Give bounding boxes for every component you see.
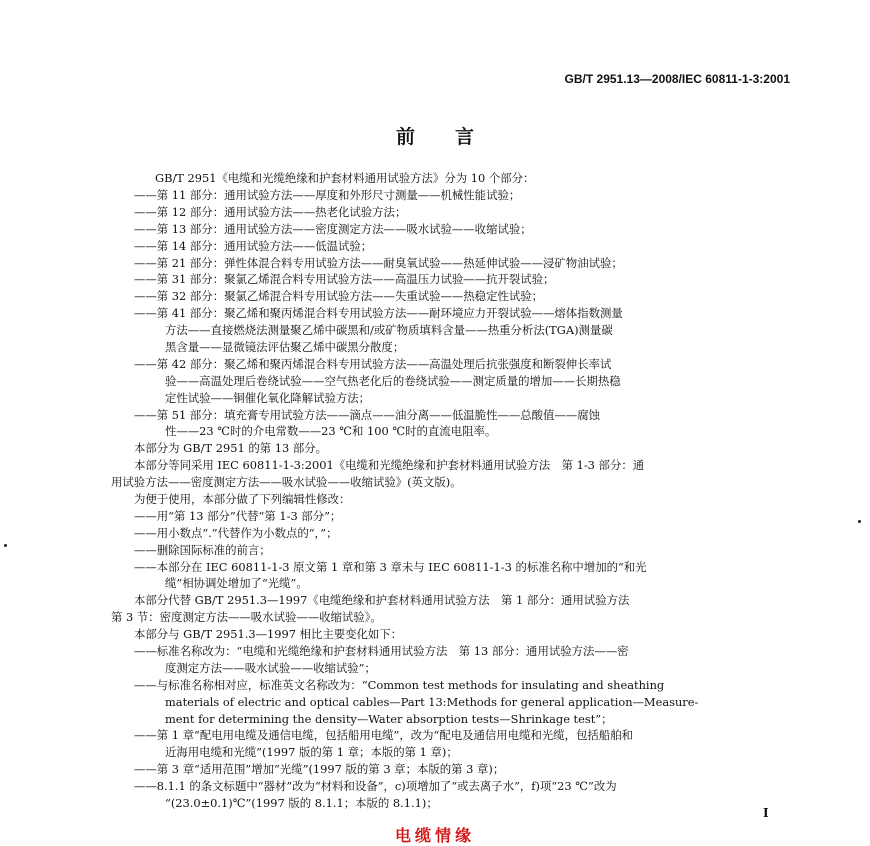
text-line: ——标准名称改为：“电缆和光缆绝缘和护套材料通用试验方法 第 13 部分：通用试验方法——密 [134,644,629,658]
text-line: ——第 12 部分：通用试验方法——热老化试验方法； [134,204,407,219]
text-line: ——第 14 部分：通用试验方法——低温试验； [134,238,373,253]
text-line: ——第 13 部分：通用试验方法——密度测定方法——吸水试验——收缩试验； [134,221,532,236]
text-line: ——删除国际标准的前言； [134,542,271,557]
text-line: ——第 31 部分：聚氯乙烯混合料专用试验方法——高温压力试验——抗开裂试验； [134,272,555,287]
text-line: 近海用电缆和光缆”(1997 版的第 1 章；本版的第 1 章)； [165,745,458,760]
text-line: “(23.0±0.1)℃”(1997 版的 8.1.1；本版的 8.1.1)； [165,796,438,810]
text-line: ——用“第 13 部分”代替“第 1-3 部分”； [134,508,342,523]
text-line: 本部分为 GB/T 2951 的第 13 部分。 [134,441,328,456]
text-line: 本部分代替 GB/T 2951.3—1997《电缆绝缘和护套材料通用试验方法 第 1 部分：通用试验方法 [134,593,630,608]
text-line: ——第 32 部分：聚氯乙烯混合料专用试验方法——失重试验——热稳定性试验； [134,289,544,304]
text-line: ——与标准名称相对应，标准英文名称改为：“Common test methods for insulating and sheathing [134,677,665,692]
text-line: ment for determining the density—Water absorption tests—Shrinkage test”； [165,711,613,726]
footer-watermark: 电缆情缘 [394,826,475,845]
scan-speck [4,544,7,547]
page-number: I [763,806,769,820]
text-line: GB/T 2951《电缆和光缆绝缘和护套材料通用试验方法》分为 10 个部分： [155,171,535,185]
text-line: ——用小数点“.”代替作为小数点的“，”； [134,525,338,540]
text-line: 第 3 节：密度测定方法——吸水试验——收缩试验》。 [111,610,382,625]
text-line: 缆”相协调处增加了“光缆”。 [165,576,308,591]
text-line: 方法——直接燃烧法测量聚乙烯中碳黑和/或矿物质填料含量——热重分析法(TGA)测量碳 [165,323,613,337]
text-line: ——第 3 章“适用范围”增加“光缆”(1997 版的第 3 章；本版的第 3 章)； [134,762,505,777]
text-line: ——第 42 部分：聚乙烯和聚丙烯混合料专用试验方法——高温处理后抗张强度和断裂伸长率试 [134,356,612,371]
text-line: ——第 41 部分：聚乙烯和聚丙烯混合料专用试验方法——耐环境应力开裂试验——熔体指数测量 [134,306,623,321]
text-line: 性——23 ℃时的介电常数——23 ℃和 100 ℃时的直流电阻率。 [165,424,497,439]
text-line: 用试验方法——密度测定方法——吸水试验——收缩试验》(英文版)。 [111,475,462,490]
scan-speck [858,520,861,523]
text-line: materials of electric and optical cables—Part 13:Methods for general application—Measure- [165,694,699,709]
text-line: ——第 51 部分：填充膏专用试验方法——滴点——油分离——低温脆性——总酸值——腐蚀 [134,407,600,422]
text-line: 定性试验——铜催化氧化降解试验方法； [165,390,371,405]
text-line: ——第 11 部分：通用试验方法——厚度和外形尺寸测量——机械性能试验； [134,187,521,202]
text-line: 度测定方法——吸水试验——收缩试验”； [165,660,376,675]
page-title: 前言 [395,126,514,148]
text-line: 黑含量——显微镜法评估聚乙烯中碳黑分散度； [165,339,405,354]
standard-code-header: GB/T 2951.13—2008/IEC 60811-1-3:2001 [564,72,790,86]
text-line: 为便于使用，本部分做了下列编辑性修改： [134,491,351,506]
text-line: ——8.1.1 的条文标题中“器材”改为“材料和设备”，c)项增加了“或去离子水”，f)项“23 ℃”改为 [134,779,617,794]
text-line: 本部分等同采用 IEC 60811-1-3:2001《电缆和光缆绝缘和护套材料通用试验方法 第 1-3 部分：通 [134,458,645,473]
text-line: 本部分与 GB/T 2951.3—1997 相比主要变化如下： [134,627,403,642]
text-line: ——第 1 章“配电用电缆及通信电缆，包括船用电缆”，改为“配电及通信用电缆和光缆，包括船舶和 [134,728,633,743]
text-line: 验——高温处理后卷绕试验——空气热老化后的卷绕试验——测定质量的增加——长期热稳 [165,373,621,388]
text-line: ——本部分在 IEC 60811-1-3 原文第 1 章和第 3 章未与 IEC 60811-1-3 的标准名称中增加的“和光 [134,559,647,574]
text-line: ——第 21 部分：弹性体混合料专用试验方法——耐臭氧试验——热延伸试验——浸矿物油试验； [134,255,623,270]
